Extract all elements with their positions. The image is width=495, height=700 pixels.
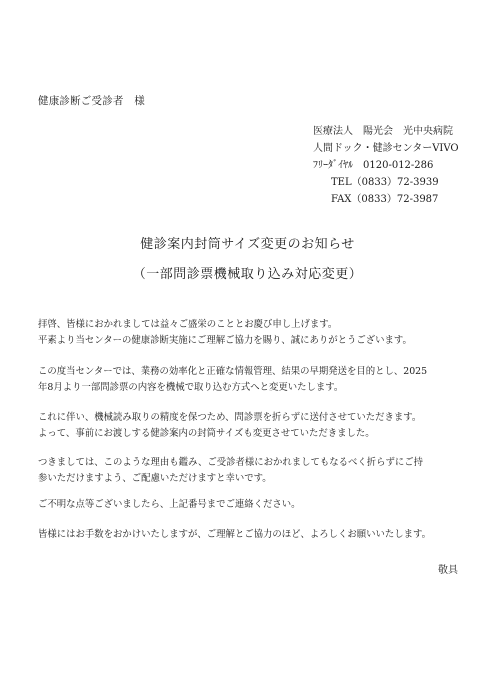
paragraph-greeting: [38, 317, 468, 349]
paragraph-line: この度当センターでは、業務の効率化と正確な情報管理、結果の早期発送を目的とし、2025: [38, 366, 428, 377]
sender-tel: TEL（0833）72-3939: [331, 177, 439, 188]
paragraph-envelope-change: [38, 410, 468, 442]
notice-subtitle: （一部問診票機械取り込み対応変更）: [132, 267, 363, 282]
paragraph-line: つきましては、このような理由も鑑み、ご受診者様におかれましてもなるべく折らずにご持: [38, 457, 423, 468]
sender-fax: FAX（0833）72-3987: [331, 194, 439, 205]
paragraph-line: これに伴い、機械読み取りの精度を保つため、問診票を折らずに送付させていただきます。: [38, 412, 422, 423]
paragraph-line: 参いただけますよう、ご配慮いただけますと幸いです。: [38, 473, 272, 484]
paragraph-line: 皆様にはお手数をおかけいたしますが、ご理解とご協力のほど、よろしくお願いいたします。: [38, 529, 432, 540]
recipient-line: 健康診断ご受診者 様: [38, 95, 145, 107]
paragraph-contact: [38, 497, 468, 513]
paragraph-line: よって、事前にお渡しする健診案内の封筒サイズも変更させていただきました。: [38, 428, 375, 439]
sender-department: 人間ドック・健診センターVIVO: [313, 143, 459, 154]
paragraph-line: 年8月より一部問診票の内容を機械で取り込む方式へと変更いたします。: [38, 382, 344, 393]
closing-word: 敬具: [438, 565, 458, 576]
notice-title: 健診案内封筒サイズ変更のお知らせ: [140, 237, 355, 252]
paragraph-line: 拝啓、皆様におかれましては益々ご盛栄のこととお慶び申し上げます。: [38, 319, 338, 330]
paragraph-change-announcement: [38, 364, 468, 396]
sender-freedial: ﾌﾘｰﾀﾞｲﾔﾙ 0120-012-286: [313, 160, 434, 171]
sender-organization: 医療法人 陽光会 光中央病院: [313, 126, 453, 137]
paragraph-request: [38, 455, 468, 487]
sender-block: [313, 123, 459, 208]
paragraph-line: 平素より当センターの健康診断実施にご理解ご協力を賜り、誠にありがとうございます。: [38, 335, 412, 346]
paragraph-thanks: [38, 527, 468, 543]
paragraph-line: ご不明な点等ございましたら、上記番号までご連絡ください。: [38, 499, 301, 510]
